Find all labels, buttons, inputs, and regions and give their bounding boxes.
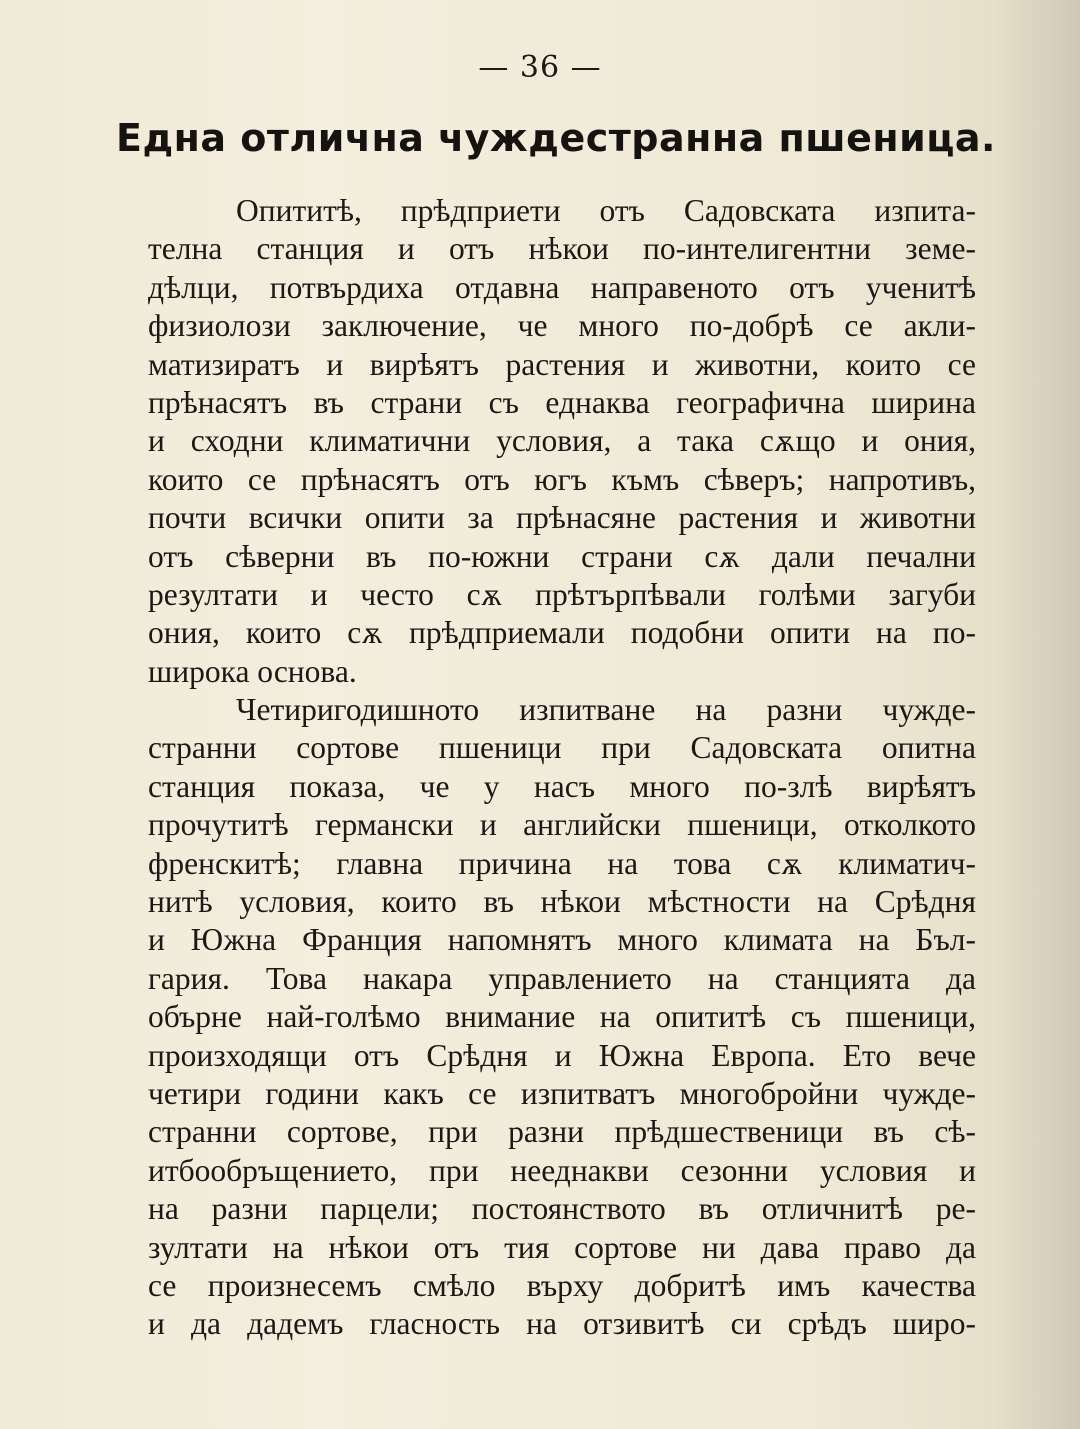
text-line: прочутитѣ германски и английски пшеници, отколкото [148,807,976,843]
text-line: матизиратъ и вирѣятъ растения и животни, които се [148,346,976,382]
text-line: почти всички опити за прѣнасяне растения и животни [148,500,976,536]
text-line: зултати на нѣкои отъ тия сортове ни дава право да [148,1229,976,1265]
page-number: — 36 — [478,50,602,85]
text-line: телна станция и отъ нѣкои по-интелигентни земе- [148,231,976,267]
text-line: произходящи отъ Срѣдня и Южна Европа. Ето вече [148,1037,976,1073]
text-line: прѣнасятъ въ страни съ еднаква географична ширина [148,384,976,420]
text-line: Опититѣ, прѣдприети отъ Садовската изпита- [236,193,976,228]
text-line: нитѣ условия, които въ нѣкои мѣстности на Срѣдня [148,884,976,920]
text-line: резултати и често сѫ прѣтърпѣвали голѣми загуби [148,576,976,612]
text-line: гария. Това накара управлението на станцията да [148,960,976,996]
text-line: отъ сѣверни въ по-южни страни сѫ дали печални [148,538,976,574]
text-line: се произнесемъ смѣло върху добритѣ имъ качества [148,1267,976,1303]
article-body [148,192,976,1344]
text-line: на разни парцели; постоянството въ отличнитѣ ре- [148,1191,976,1227]
text-line: широка основа. [148,653,357,689]
text-line: обърне най-голѣмо внимание на опититѣ съ пшеници, [148,999,976,1035]
text-line: итбообръщението, при нееднакви сезонни условия и [148,1152,976,1188]
paragraph-1 [148,192,976,691]
text-line: и да дадемъ гласность на отзивитѣ си срѣдъ широ- [148,1306,976,1342]
text-line: и сходни климатични условия, а така сѫщо и ония, [148,423,976,459]
text-line: странни сортове пшеници при Садовската опитна [148,730,976,766]
article-title: Една отлична чуждестранна пшеница. [116,116,996,160]
text-line: странни сортове, при разни прѣдшественици въ сѣ- [148,1114,976,1150]
text-line: дѣлци, потвърдиха отдавна направеното отъ ученитѣ [148,269,976,305]
text-line: ония, които сѫ прѣдприемали подобни опити на по- [148,615,976,651]
text-line: Четиригодишното изпитване на разни чужде- [236,692,976,728]
text-line: физиолози заключение, че много по-добрѣ се акли- [148,308,976,344]
paragraph-2 [148,691,976,1344]
text-line: четири години какъ се изпитватъ многобройни чужде- [148,1075,976,1111]
text-line: френскитѣ; главна причина на това сѫ климатич- [148,845,976,881]
text-line: станция показа, че у насъ много по-злѣ вирѣятъ [148,768,976,804]
text-line: които се прѣнасятъ отъ югъ къмъ сѣверъ; напротивъ, [148,461,976,497]
text-line: и Южна Франция напомнятъ много климата на Бъл- [148,922,976,958]
